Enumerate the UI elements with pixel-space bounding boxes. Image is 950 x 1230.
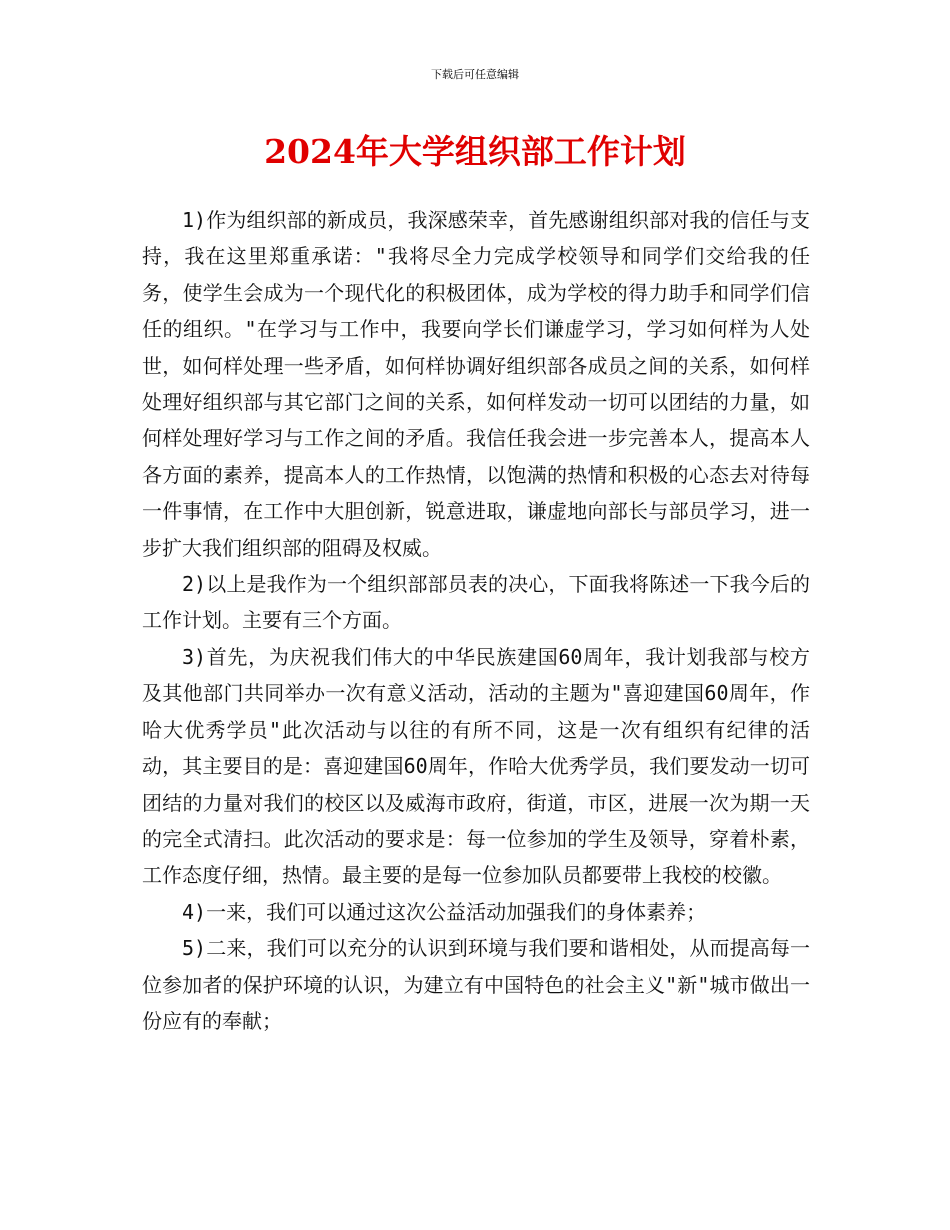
header-note: 下载后可任意编辑 xyxy=(431,68,519,81)
paragraph-2: 2)以上是我作为一个组织部部员表的决心，下面我将陈述一下我今后的工作计划。主要有三个方面。 xyxy=(142,572,810,633)
paragraph-3: 3)首先，为庆祝我们伟大的中华民族建国60周年，我计划我部与校方及其他部门共同举办一次有意义活动，活动的主题为"喜迎建国60周年，作哈大优秀学员"此次活动与以往的有所不同，这是一次有组织有纪律的活动，其主要目的是：喜迎建国60周年，作哈大优秀学员，我们要发动一切可团结的力量对我们的校区以及威海市政府，街道，市区，进展一次为期一天的完全式清扫。此次活动的要求是：每一位参加的学生及领导，穿着朴素，工作态度仔细，热情。最主要的是每一位参加队员都要带上我校的校徽。 xyxy=(142,644,810,888)
document-body xyxy=(142,202,810,1039)
paragraph-4: 4)一来，我们可以通过这次公益活动加强我们的身体素养； xyxy=(182,899,707,924)
paragraph-5: 5)二来，我们可以充分的认识到环境与我们要和谐相处，从而提高每一位参加者的保护环境的认识，为建立有中国特色的社会主义"新"城市做出一份应有的奉献； xyxy=(142,936,810,1033)
document-title: 2024年大学组织部工作计划 xyxy=(264,132,686,171)
paragraph-1: 1)作为组织部的新成员，我深感荣幸，首先感谢组织部对我的信任与支持，我在这里郑重承诺："我将尽全力完成学校领导和同学们交给我的任务，使学生会成为一个现代化的积极团体，成为学校的得力助手和同学们信任的组织。"在学习与工作中，我要向学长们谦虚学习，学习如何样为人处世，如何样处理一些矛盾，如何样协调好组织部各成员之间的关系，如何样处理好组织部与其它部门之间的关系，如何样发动一切可以团结的力量，如何样处理好学习与工作之间的矛盾。我信任我会进一步完善本人，提高本人各方面的素养，提高本人的工作热情，以饱满的热情和积极的心态去对待每一件事情，在工作中大胆创新，锐意进取，谦虚地向部长与部员学习，进一步扩大我们组织部的阻碍及权威。 xyxy=(142,208,810,560)
